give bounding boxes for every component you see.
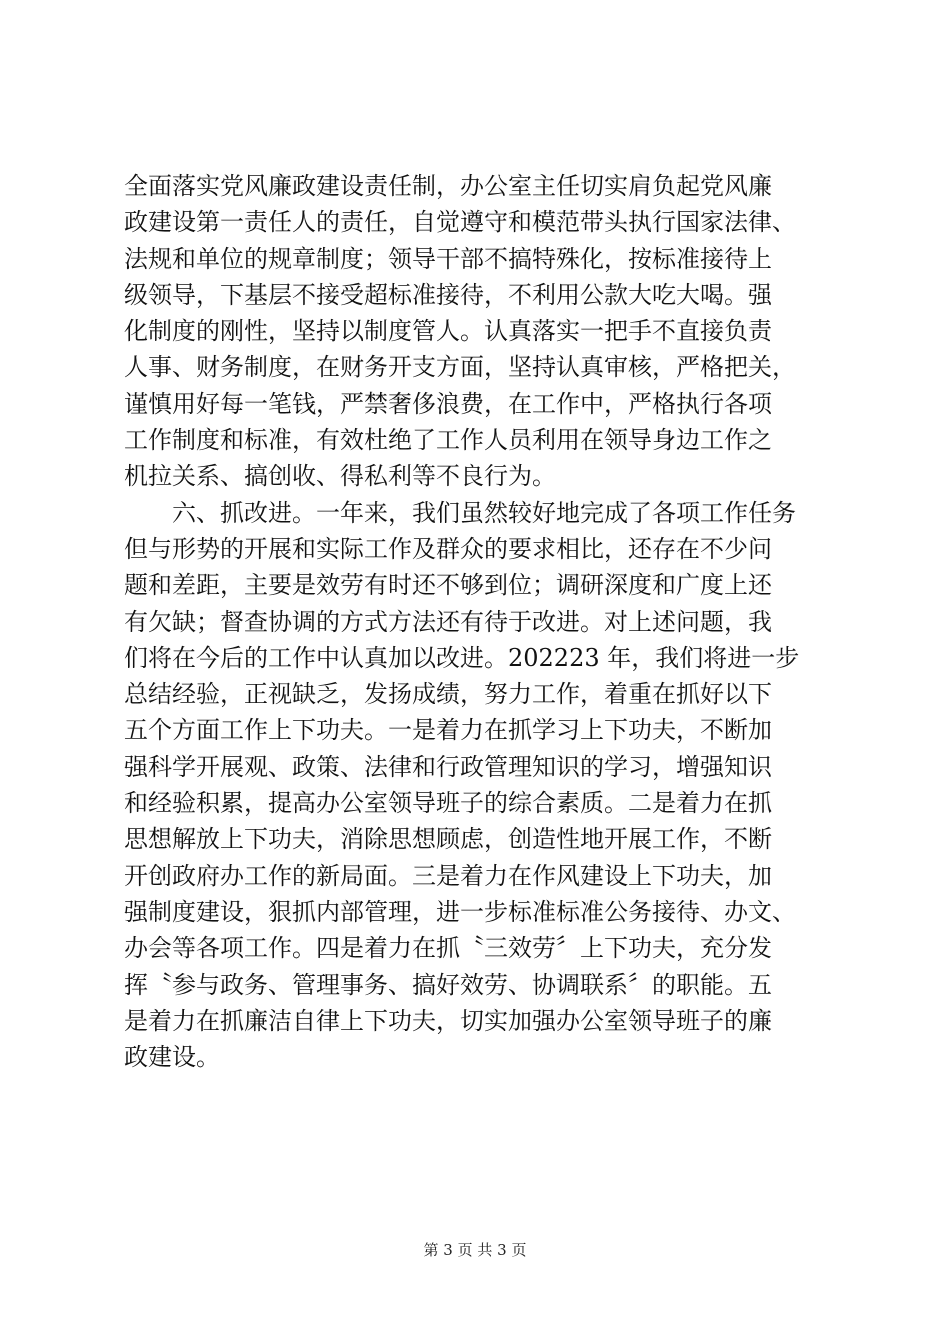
page-number-footer: 第 3 页 共 3 页	[423, 1241, 527, 1259]
text-line: 们将在今后的工作中认真加以改进。202223 年，我们将进一步	[124, 643, 800, 672]
text-line: 总结经验，正视缺乏，发扬成绩，努力工作，着重在抓好以下	[124, 680, 772, 709]
text-line: 但与形势的开展和实际工作及群众的要求相比，还存在不少问	[124, 534, 772, 563]
text-line: 办会等各项工作。四是着力在抓〝三效劳〞上下功夫，充分发	[124, 934, 772, 963]
text-line: 强制度建设，狠抓内部管理，进一步标准标准公务接待、办文、	[124, 897, 796, 926]
body-text	[124, 168, 844, 1075]
text-line: 化制度的刚性，坚持以制度管人。认真落实一把手不直接负责	[124, 317, 772, 346]
text-line: 法规和单位的规章制度；领导干部不搞特殊化，按标准接待上	[124, 244, 772, 273]
text-line: 思想解放上下功夫，消除思想顾虑，创造性地开展工作，不断	[124, 825, 772, 854]
text-line: 有欠缺；督查协调的方式方法还有待于改进。对上述问题，我	[124, 607, 772, 636]
text-line: 机拉关系、搞创收、得私利等不良行为。	[124, 462, 556, 491]
text-line: 工作制度和标准，有效杜绝了工作人员利用在领导身边工作之	[124, 426, 772, 455]
text-line: 谨慎用好每一笔钱，严禁奢侈浪费，在工作中，严格执行各项	[124, 389, 772, 418]
text-line: 是着力在抓廉洁自律上下功夫，切实加强办公室领导班子的廉	[124, 1006, 772, 1035]
paragraph-start-line: 六、抓改进。一年来，我们虽然较好地完成了各项工作任务	[124, 498, 796, 527]
text-line: 挥〝参与政务、管理事务、搞好效劳、协调联系〞的职能。五	[124, 970, 772, 999]
text-line: 政建设。	[124, 1043, 220, 1072]
text-line: 强科学开展观、政策、法律和行政管理知识的学习，增强知识	[124, 752, 772, 781]
text-line: 五个方面工作上下功夫。一是着力在抓学习上下功夫，不断加	[124, 716, 772, 745]
text-line: 全面落实党风廉政建设责任制，办公室主任切实肩负起党风廉	[124, 172, 772, 200]
text-line: 开创政府办工作的新局面。三是着力在作风建设上下功夫，加	[124, 861, 772, 890]
text-line: 政建设第一责任人的责任，自觉遵守和模范带头执行国家法律、	[124, 208, 796, 237]
text-line: 题和差距，主要是效劳有时还不够到位；调研深度和广度上还	[124, 571, 772, 600]
text-line: 级领导，下基层不接受超标准接待，不利用公款大吃大喝。强	[124, 280, 772, 309]
text-line: 和经验积累，提高办公室领导班子的综合素质。二是着力在抓	[124, 789, 772, 818]
text-line: 人事、财务制度，在财务开支方面，坚持认真审核，严格把关，	[124, 353, 796, 382]
